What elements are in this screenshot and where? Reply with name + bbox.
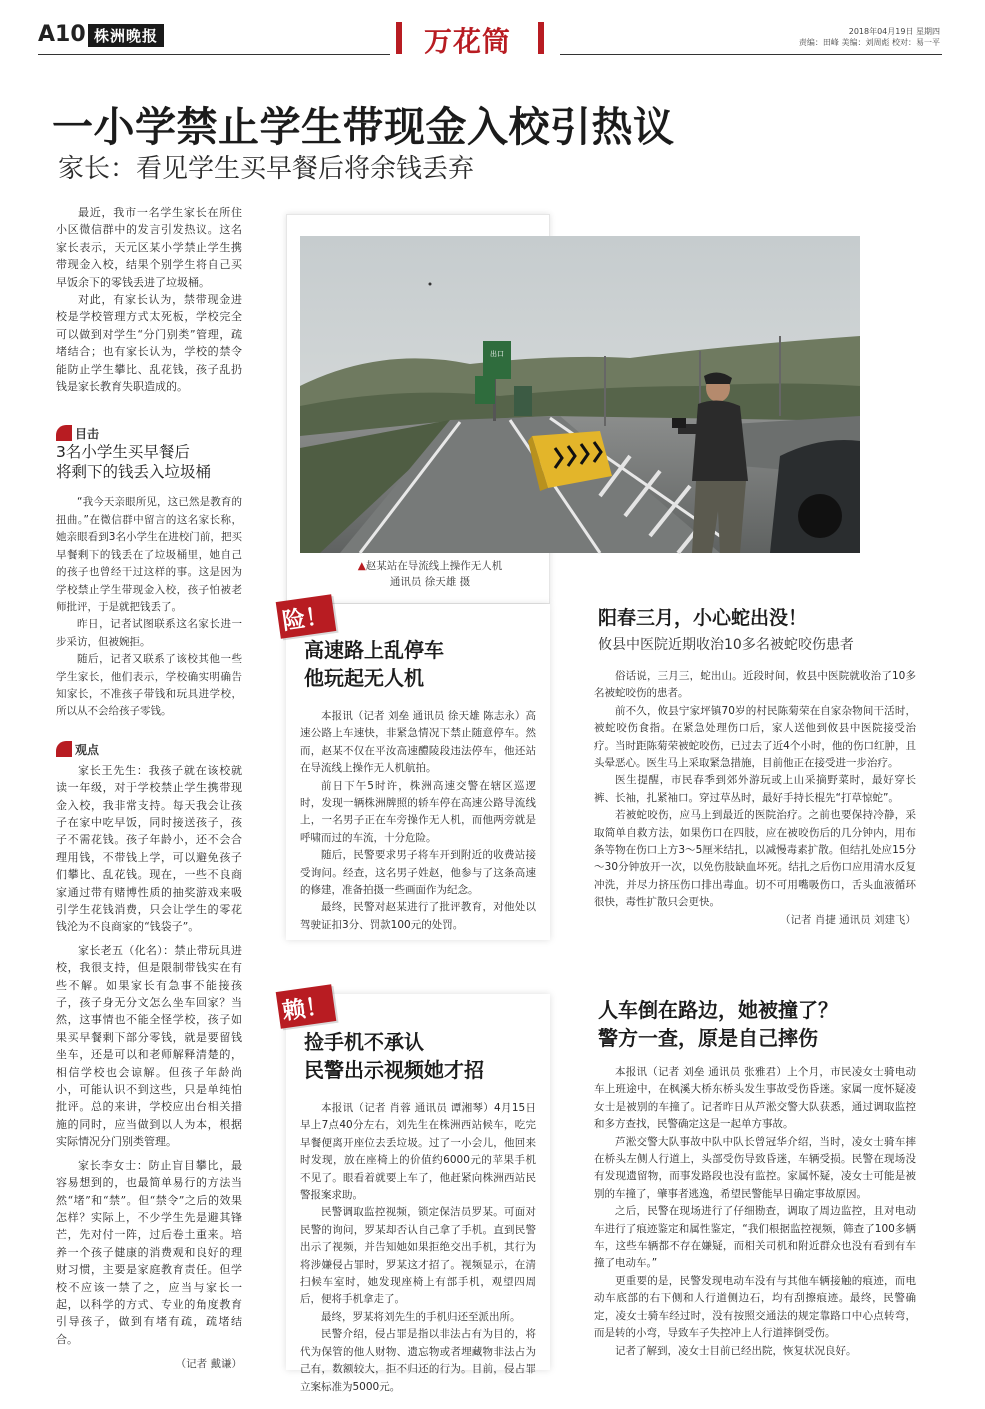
story-paragraph: 本报讯（记者 肖蓉 通讯员 谭湘琴）4月15日早上7点40分左右，刘先生在株洲西站候车，吃完早餐便离开座位去丢垃圾。过了一小会儿，他回来时发现，放在座椅上的价值约6000元的苹果手机不见了。眼看着就要上车了，他赶紧向株洲西站民警报案求助。: [300, 1102, 536, 1202]
phone-title-line-1: 捡手机不承认: [304, 1030, 424, 1054]
intro-paragraph: 最近，我市一名学生家长在所住小区微信群中的发言引发热议。这名家长表示，天元区某小学禁止学生携带现金入校，结果个别学生将自己买早饭余下的零钱丢进了垃圾桶。: [56, 206, 242, 289]
story-paragraph: 前不久，攸县宁家坪镇70岁的村民陈菊荣在自家杂物间干活时，被蛇咬伤食指。在紧急处理伤口后，家人送他到攸县中医院接受治疗。当时距陈菊荣被蛇咬伤，已过去了近4个小时，他的伤口红肿，且头晕恶心。医生马上采取紧急措施，目前他正在接受进一步治疗。: [594, 704, 916, 770]
header-rule-left: [38, 54, 390, 55]
accident-story-body: [594, 1064, 916, 1370]
opinion-paragraph: 家长李女士：防止盲目攀比，最容易想到的，也最简单易行的方法当然“堵”和“禁”。但“禁令”之后的效果怎样？实际上，不少学生先是避其锋芒，先对付一阵，过后卷土重来。培养一个孩子健康的消费观和良好的理财习惯，主要是家庭教育责任。但学校不应该一禁了之，应当与家长一起，以科学的方式、专业的角度教育引导孩子，做到有堵有疏，疏堵结合。: [56, 1158, 242, 1346]
main-subheadline: 家长：看见学生买早餐后将余钱丢弃: [58, 154, 475, 184]
danger-story-body: [300, 708, 536, 936]
editors-line: 责编：田峰 美编：刘周彪 校对：易一平: [798, 38, 940, 47]
photo-caption: [305, 558, 555, 590]
road-sign: [483, 341, 511, 379]
snake-subtitle: 攸县中医院近期收治10多名被蛇咬伤患者: [598, 637, 854, 653]
danger-title-line-1: 高速路上乱停车: [304, 638, 444, 662]
witness-kicker: 目击: [56, 423, 242, 442]
news-photo: [300, 236, 860, 553]
sign-text: 出口: [490, 350, 504, 358]
issue-date: 2018年04月19日 星期四: [848, 27, 940, 36]
story-paragraph: 医生提醒，市民春季到郊外游玩或上山采摘野菜时，最好穿长裤、长袖，扎紧袖口。穿过草丛时，最好手持长棍先“打草惊蛇”。: [594, 774, 916, 804]
main-headline: 一小学禁止学生带现金入校引热议: [52, 103, 675, 151]
kicker-mark-icon: [56, 741, 72, 757]
opinion-paragraph: 家长王先生：我孩子就在该校就读一年级，对于学校禁止学生携带现金入校，我非常支持。每天我会让孩子在家中吃早饭，同时接送孩子，孩子不需花钱。孩子年龄小，还不会合理用钱，不带钱上学，可以避免孩子们攀比、乱花钱。现在，一些不良商家通过带有赌博性质的抽奖游戏来吸引学生花钱消费，只会让学生的零花钱沦为不良商家的“钱袋子”。: [56, 763, 242, 934]
story-paragraph: 记者了解到，凌女士目前已经出院，恢复状况良好。: [615, 1344, 857, 1357]
header-rule-right: [560, 54, 942, 55]
caption-line-2: 通讯员 徐天雄 摄: [389, 576, 471, 588]
story-paragraph: 前日下午5时许，株洲高速交警在辖区巡逻时，发现一辆株洲牌照的轿车停在高速公路导流线上，一名男子正在车旁操作无人机，而他两旁就是呼啸而过的车流，十分危险。: [300, 779, 536, 844]
witness-paragraph: 随后，记者又联系了该校其他一些学生家长，他们表示，学校确实明确告知家长，不准孩子带钱和玩具进学校，所以从不会给孩子零钱。: [56, 653, 242, 718]
story-paragraph: 俗话说，三月三，蛇出山。近段时间，攸县中医院就收治了10多名被蛇咬伤的患者。: [594, 670, 916, 700]
witness-subhead-2: 将剩下的钱丢入垃圾桶: [56, 463, 212, 482]
danger-title-line-2: 他玩起无人机: [304, 666, 424, 690]
caption-triangle-icon: ▲: [357, 560, 366, 572]
story-paragraph: 之后，民警在现场进行了仔细勘查，调取了周边监控，且对电动车进行了痕迹鉴定和属性鉴定，“我们根据监控视频，筛查了100多辆车，这些车辆都不存在嫌疑，而相关司机和附近群众也没有看到有车撞了电动车。”: [594, 1205, 916, 1270]
drone-dot: [429, 283, 432, 286]
kicker-mark-icon: [56, 425, 72, 441]
section-bar-left: [396, 22, 402, 54]
caption-line-1: ▲赵某站在导流线上操作无人机: [357, 560, 503, 572]
story-paragraph: 芦淞交警大队事故中队中队长曾冠华介绍，当时，凌女士骑车摔在桥头左侧人行道上，头部受伤导致昏迷，车辆受损。民警在现场没有发现遗留物，而事发路段也没有监控。家属怀疑，凌女士可能是被别的车撞了，肇事者逃逸，希望民警能早日确定事故原因。: [594, 1135, 916, 1200]
intro-paragraph: 对此，有家长认为，禁带现金进校是学校管理方式太死板，学校完全可以做到对学生“分门别类”管理，疏堵结合；也有家长认为，学校的禁令能防止学生攀比、乱花钱，孩子乱扔钱是家长教育失职造成的。: [56, 293, 242, 394]
story-paragraph: 最终，罗某将刘先生的手机归还至派出所。: [321, 1310, 521, 1323]
left-byline: （记者 戴谦）: [175, 1358, 242, 1371]
story-paragraph: 随后，民警要求男子将车开到附近的收费站接受询问。经查，这名男子姓赵，他参与了这条高速的修建，准备拍摄一些画面作为纪念。: [300, 849, 536, 897]
witness-paragraph: 昨日，记者试图联系这名家长进一步采访，但被婉拒。: [56, 618, 242, 648]
witness-subhead-1: 3名小学生买早餐后: [56, 443, 190, 462]
phone-title-line-2: 民警出示视频她才招: [304, 1058, 484, 1082]
story-paragraph: 若被蛇咬伤，应马上到最近的医院治疗。之前也要保持冷静，采取简单自救方法，如果伤口在四肢，应在被咬伤后的几分钟内，用布条等物在伤口上方3～5厘米结扎，以减慢毒素扩散。但结扎处应15分～30分钟放开一次，以免伤肢缺血坏死。结扎之后伤口应用清水反复冲洗，并尽力挤压伤口排出毒血。切不可用嘴吸伤口，舌头血液循环很快，毒性扩散只会更快。: [594, 809, 916, 909]
phone-story-body: [300, 1100, 536, 1393]
opinion-paragraph: 家长老五（化名）：禁止带玩具进校，我很支持，但是限制带钱实在有些不解。如果家长有急事不能接孩子，孩子身无分文怎么坐车回家？当然，这事情也不能全怪学校，孩子如果买早餐剩下部分零钱，就是要留钱坐车，还是可以和老师解释清楚的，相信学校也会谅解。但孩子年龄尚小，可能认识不到这些，只是单纯怕批评。总的来讲，学校应出台相关措施的同时，应当做到以人为本，根据实际情况分门别类管理。: [56, 943, 242, 1149]
newspaper-brand: 株洲晚报: [88, 24, 164, 47]
story-paragraph: 本报讯（记者 刘垒 通讯员 张雅君）上个月，市民凌女士骑电动车上班途中，在枫溪大桥东桥头发生事故受伤昏迷。家属一度怀疑凌女士是被别的车撞了。记者昨日从芦淞交警大队获悉，通过调取监控和多方查找，民警确定这是一起单方事故。: [594, 1066, 916, 1131]
snake-story-body: [594, 668, 916, 940]
story-paragraph: 最终，民警对赵某进行了批评教育，对他处以驾驶证扣3分、罚款100元的处罚。: [300, 901, 536, 931]
story-paragraph: 民警调取监控视频，锁定保洁员罗某。可面对民警的询问，罗某却否认自己拿了手机。直到民警出示了视频，并告知她如果拒绝交出手机，其行为将涉嫌侵占罪时，罗某这才招了。视频显示，在清扫候车室时，她发现座椅上有部手机，观望四周后，便将手机拿走了。: [300, 1206, 536, 1306]
snake-byline: （记者 肖捷 通讯员 刘建飞）: [779, 913, 916, 926]
story-paragraph: 本报讯（记者 刘垒 通讯员 徐天雄 陈志永）高速公路上车速快，非紧急情况下禁止随意停车。然而，赵某不仅在平汝高速醴陵段违法停车，他还站在导流线上操作无人机航拍。: [300, 710, 536, 775]
danger-tag: 险！: [276, 594, 337, 638]
section-title: 万花筒: [424, 25, 512, 58]
snake-title: 阳春三月，小心蛇出没！: [598, 607, 808, 629]
left-column: [56, 204, 242, 1371]
header-info: [760, 26, 940, 48]
opinion-kicker: 观点: [56, 739, 242, 758]
page-number: A10: [38, 22, 86, 47]
rogue-tag: 赖！: [276, 984, 337, 1028]
accident-title-line-2: 警方一查，原是自己摔伤: [598, 1026, 818, 1050]
accident-title-line-1: 人车倒在路边，她被撞了？: [598, 998, 838, 1022]
story-paragraph: 更重要的是，民警发现电动车没有与其他车辆接触的痕迹，而电动车底部的右下侧和人行道侧边石，均有刮擦痕迹。最终，民警确定，凌女士骑车经过时，没有按照交通法的规定靠路口中心点转弯，而是转的小弯，导致车子失控冲上人行道摔倒受伤。: [594, 1274, 916, 1340]
witness-paragraph: “我今天亲眼所见，这已然是教育的扭曲。”在微信群中留言的这名家长称，她亲眼看到3名小学生在进校门前，把买早餐剩下的钱丢在了垃圾桶里，她自己的孩子也曾经干过这样的事。这是因为学校禁止学生带现金入校，孩子怕被老师批评，于是就把钱丢了。: [56, 496, 242, 613]
section-bar-right: [538, 22, 544, 54]
highway-drone-photo: [300, 236, 860, 553]
story-paragraph: 民警介绍，侵占罪是指以非法占有为目的，将代为保管的他人财物、遗忘物或者埋藏物非法占为己有，数额较大，拒不归还的行为。目前，侵占罪立案标准为5000元。: [300, 1328, 536, 1393]
